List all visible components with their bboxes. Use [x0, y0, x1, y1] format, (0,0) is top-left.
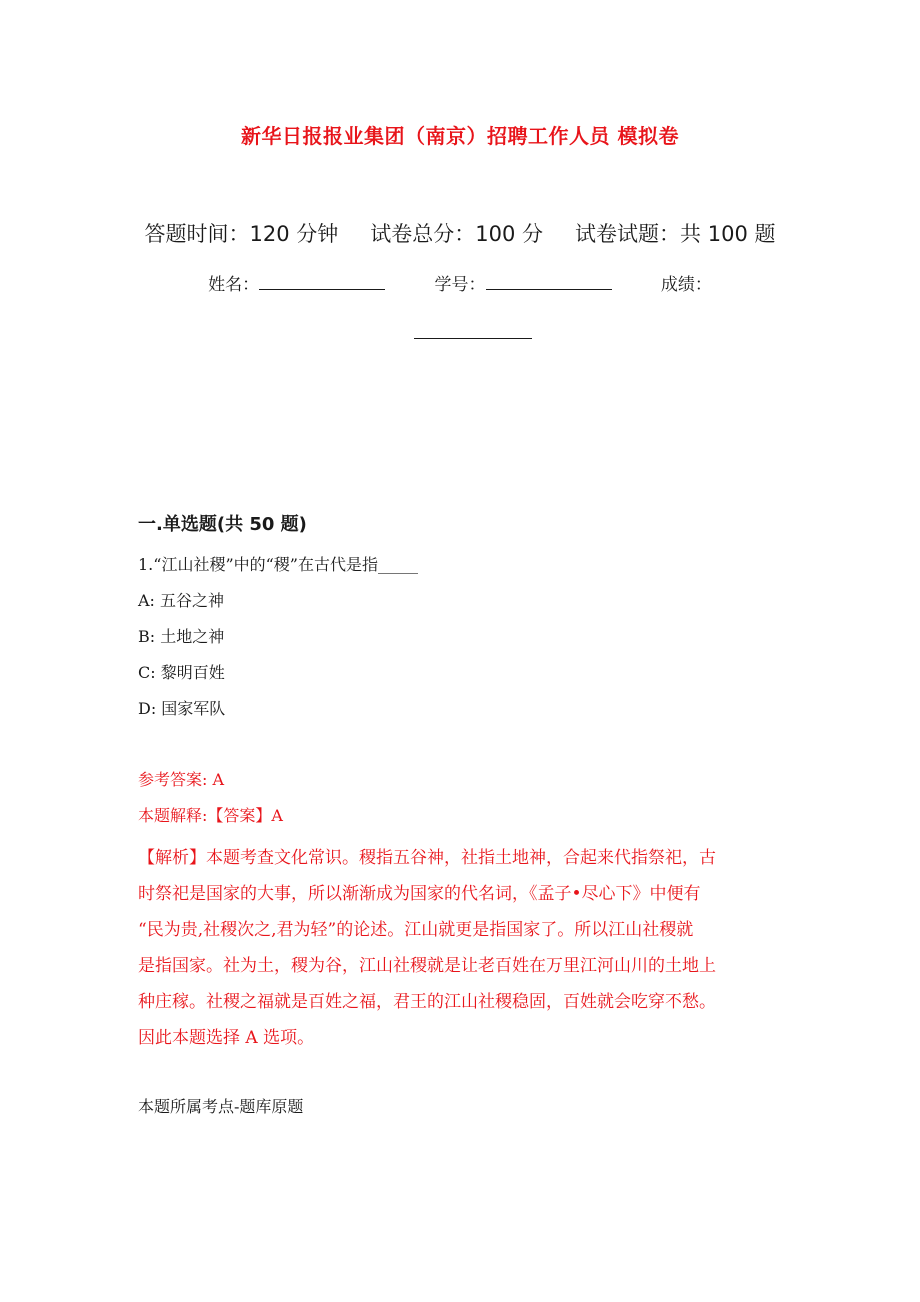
option-c: C: 黎明百姓	[138, 663, 225, 682]
answer-block	[138, 768, 778, 840]
id-label: 学号：	[434, 275, 486, 295]
explanation-line: 因此本题选择 A 选项。	[138, 1028, 315, 1048]
topic-note: 本题所属考点-题库原题	[138, 1097, 304, 1116]
exam-time: 答题时间：120 分钟	[144, 222, 339, 246]
explanation-line: 【解析】本题考查文化常识。稷指五谷神，社指土地神，合起来代指祭祀，古	[138, 848, 716, 868]
question-block	[138, 553, 778, 733]
reference-answer: 参考答案: A	[138, 770, 225, 789]
student-info-row	[0, 270, 920, 295]
name-blank	[259, 271, 385, 290]
score-blank	[414, 338, 532, 339]
option-a: A: 五谷之神	[138, 591, 225, 610]
option-b: B: 土地之神	[138, 627, 225, 646]
score-label: 成绩：	[660, 275, 712, 295]
name-label: 姓名：	[208, 275, 260, 295]
explanation-header: 本题解释:【答案】A	[138, 806, 283, 825]
section-heading: 一.单选题(共 50 题)	[138, 514, 307, 535]
explanation-line: 是指国家。社为土，稷为谷，江山社稷就是让老百姓在万里江河山川的土地上	[138, 956, 716, 976]
name-field	[208, 270, 385, 295]
exam-total-score: 试卷总分：100 分	[370, 222, 544, 246]
exam-question-count: 试卷试题：共 100 题	[575, 222, 776, 246]
explanation-line: 时祭祀是国家的大事，所以渐渐成为国家的代名词，《孟子•尽心下》中便有	[138, 884, 701, 904]
explanation-line: 种庄稼。社稷之福就是百姓之福，君王的江山社稷稳固，百姓就会吃穿不愁。	[138, 992, 716, 1012]
explanation-line: “民为贵,社稷次之,君为轻”的论述。江山就更是指国家了。所以江山社稷就	[138, 920, 694, 940]
score-field	[661, 270, 712, 295]
id-blank	[486, 271, 612, 290]
exam-meta	[0, 218, 920, 248]
page-title: 新华日报报业集团（南京）招聘工作人员 模拟卷	[241, 124, 679, 148]
id-field	[435, 270, 612, 295]
question-stem: 1.“江山社稷”中的“稷”在古代是指_____	[138, 555, 418, 574]
option-d: D: 国家军队	[138, 699, 226, 718]
explanation-text	[138, 840, 778, 1056]
